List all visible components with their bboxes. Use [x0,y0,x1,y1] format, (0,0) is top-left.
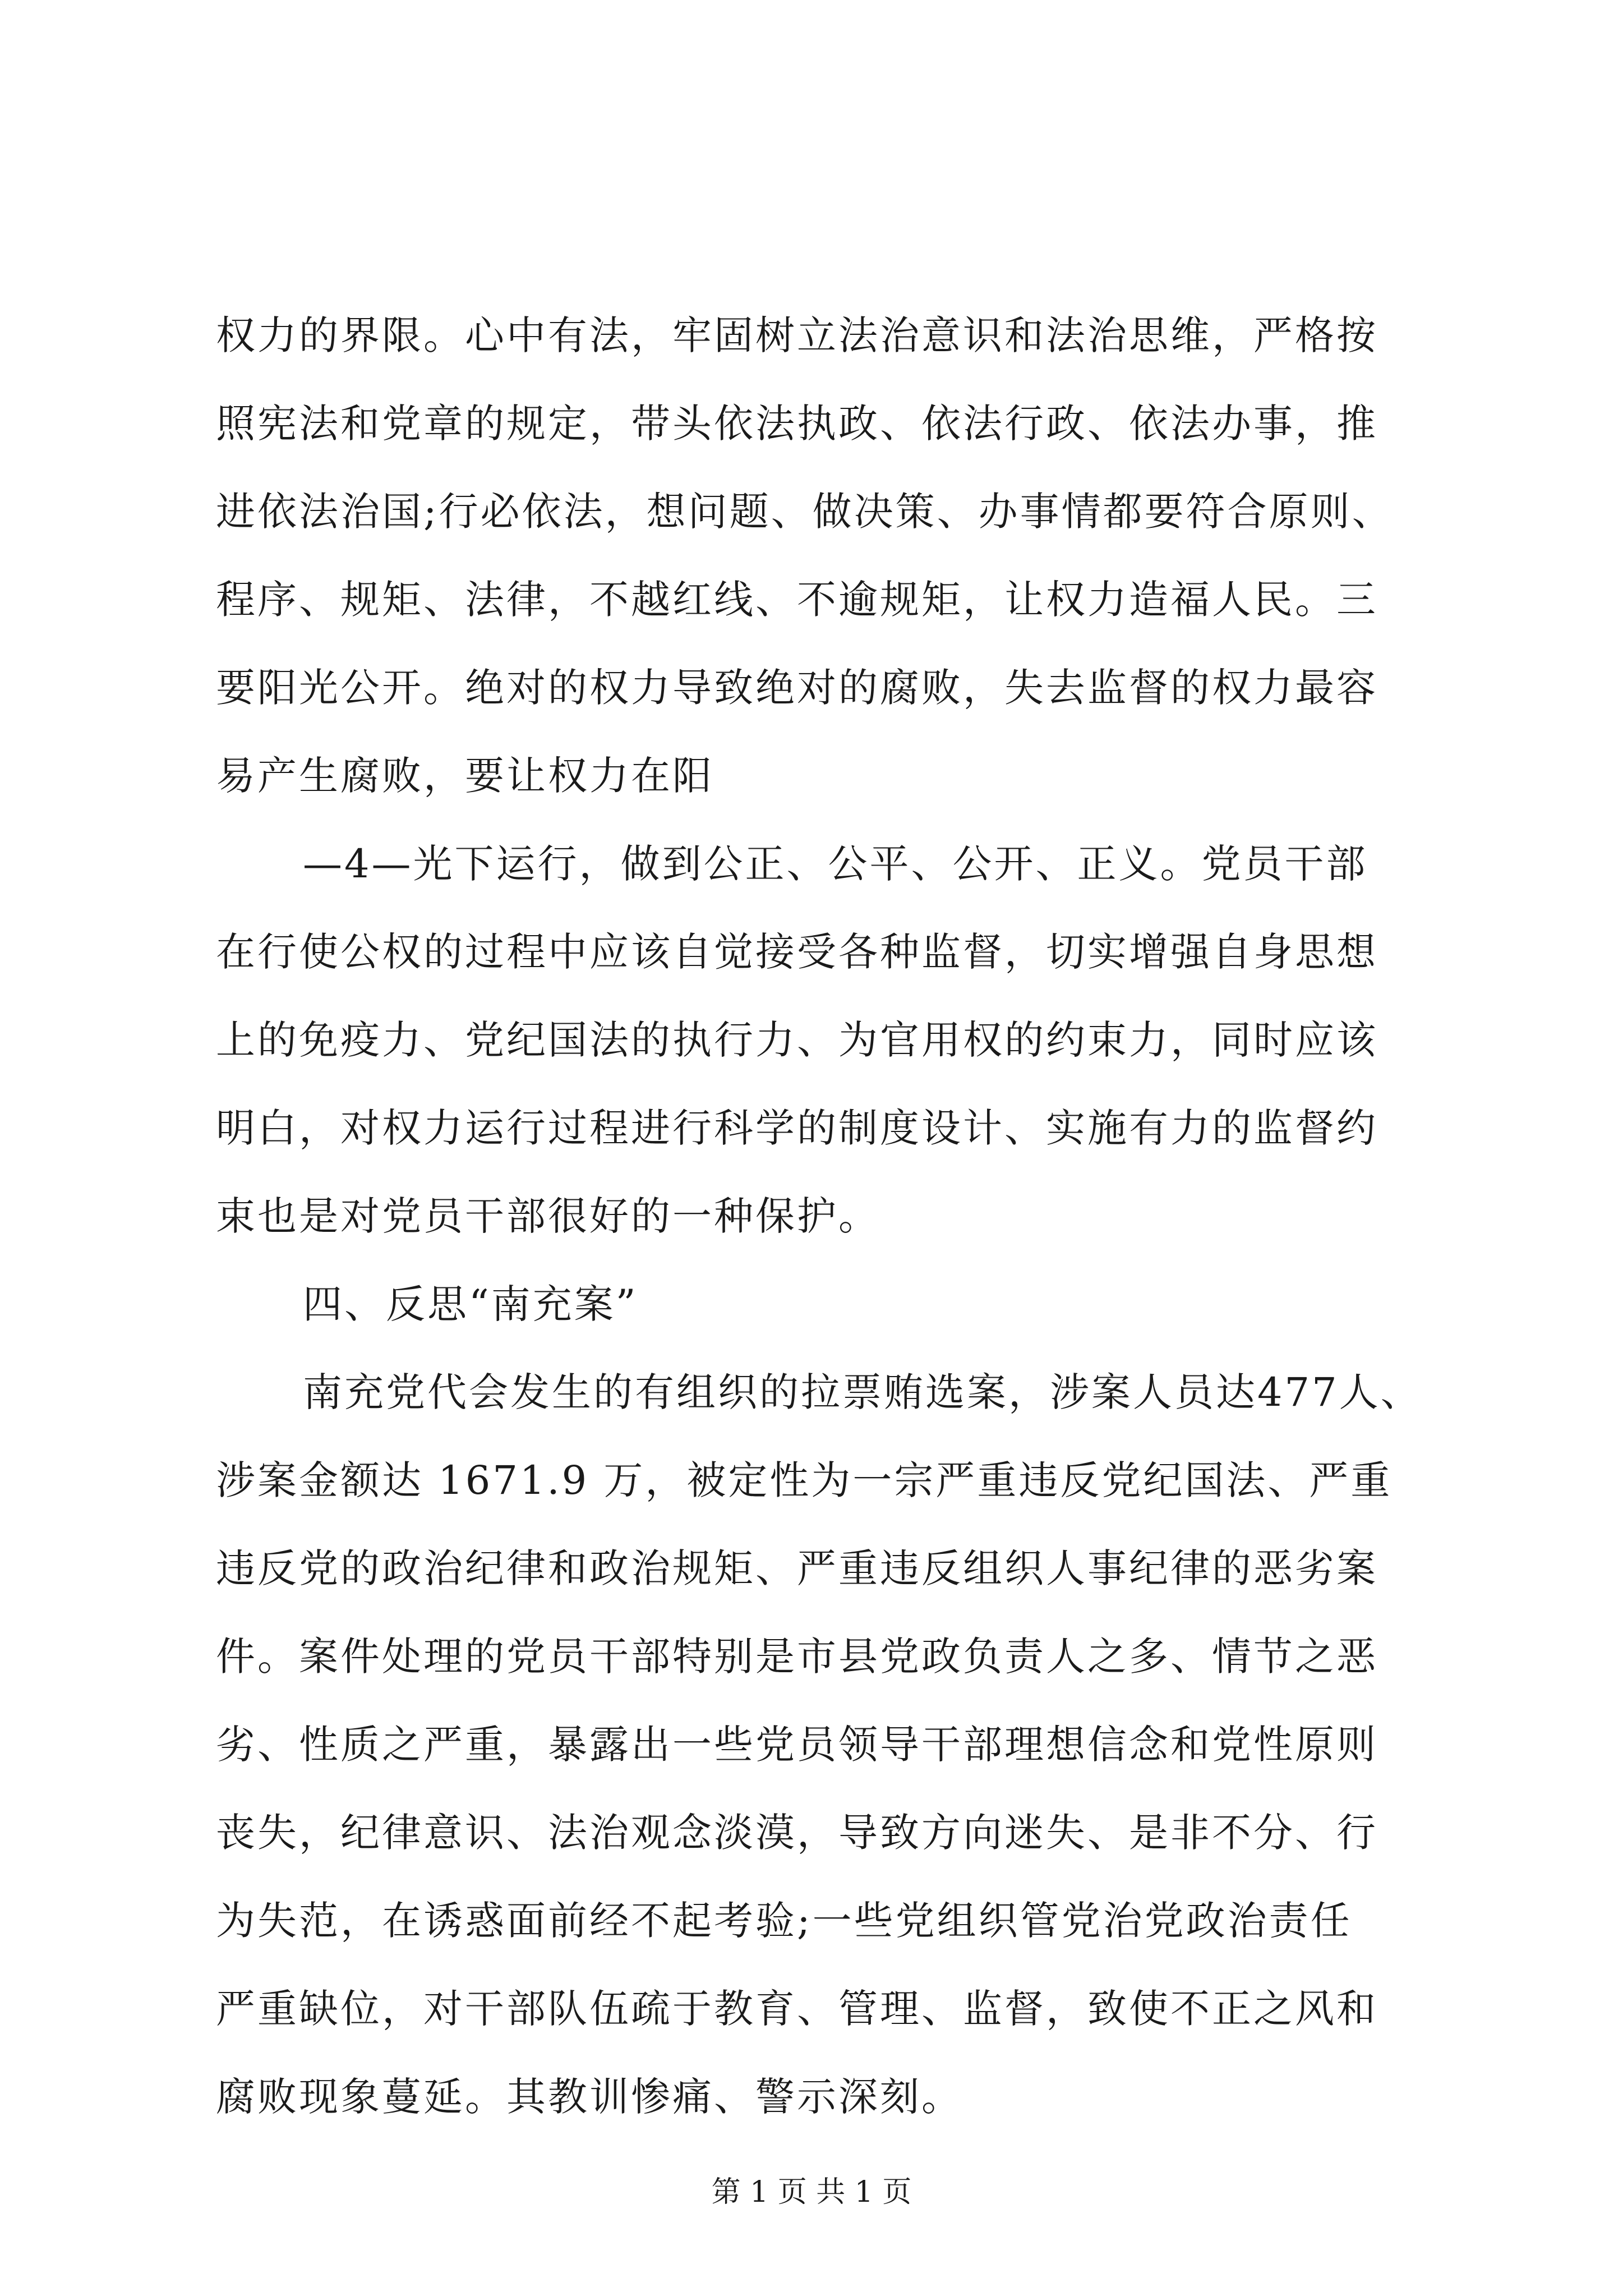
text-line-15: 违反党的政治纪律和政治规矩、严重违反组织人事纪律的恶劣案 [216,1545,1378,1591]
text-line-16: 件。案件处理的党员干部特别是市县党政负责人之多、情节之恶 [216,1634,1378,1680]
text-line-7: —4—光下运行，做到公正、公平、公开、正义。党员干部 [303,841,1368,887]
text-line-3: 进依法治国;行必依法，想问题、做决策、办事情都要符合原则、 [216,489,1394,535]
text-line-14: 涉案金额达 1671.9 万，被定性为一宗严重违反党纪国法、严重 [216,1457,1393,1503]
text-line-2: 照宪法和党章的规定，带头依法执政、依法行政、依法办事，推 [216,401,1378,447]
text-line-6: 易产生腐败，要让权力在阳 [216,753,714,799]
text-line-20: 严重缺位，对干部队伍疏于教育、管理、监督，致使不正之风和 [216,1986,1378,2032]
page-footer: 第 1 页 共 1 页 [711,2175,912,2209]
text-line-19: 为失范，在诱惑面前经不起考验;一些党组织管党治党政治责任 [216,1898,1352,1944]
text-line-10: 明白，对权力运行过程进行科学的制度设计、实施有力的监督约 [216,1105,1378,1151]
text-line-18: 丧失，纪律意识、法治观念淡漠，导致方向迷失、是非不分、行 [216,1810,1378,1856]
text-line-21: 腐败现象蔓延。其教训惨痛、警示深刻。 [216,2074,963,2120]
text-line-5: 要阳光公开。绝对的权力导致绝对的腐败，失去监督的权力最容 [216,665,1378,711]
text-line-1: 权力的界限。心中有法，牢固树立法治意识和法治思维，严格按 [216,312,1378,358]
text-line-11: 束也是对党员干部很好的一种保护。 [216,1193,880,1239]
text-line-13: 南充党代会发生的有组织的拉票贿选案，涉案人员达477人、 [303,1369,1422,1415]
section-heading: 四、反思“南充案” [303,1281,638,1327]
text-line-8: 在行使公权的过程中应该自觉接受各种监督，切实增强自身思想 [216,929,1378,975]
text-line-17: 劣、性质之严重，暴露出一些党员领导干部理想信念和党性原则 [216,1722,1378,1768]
text-line-9: 上的免疫力、党纪国法的执行力、为官用权的约束力，同时应该 [216,1017,1378,1063]
text-line-4: 程序、规矩、法律，不越红线、不逾规矩，让权力造福人民。三 [216,577,1378,623]
